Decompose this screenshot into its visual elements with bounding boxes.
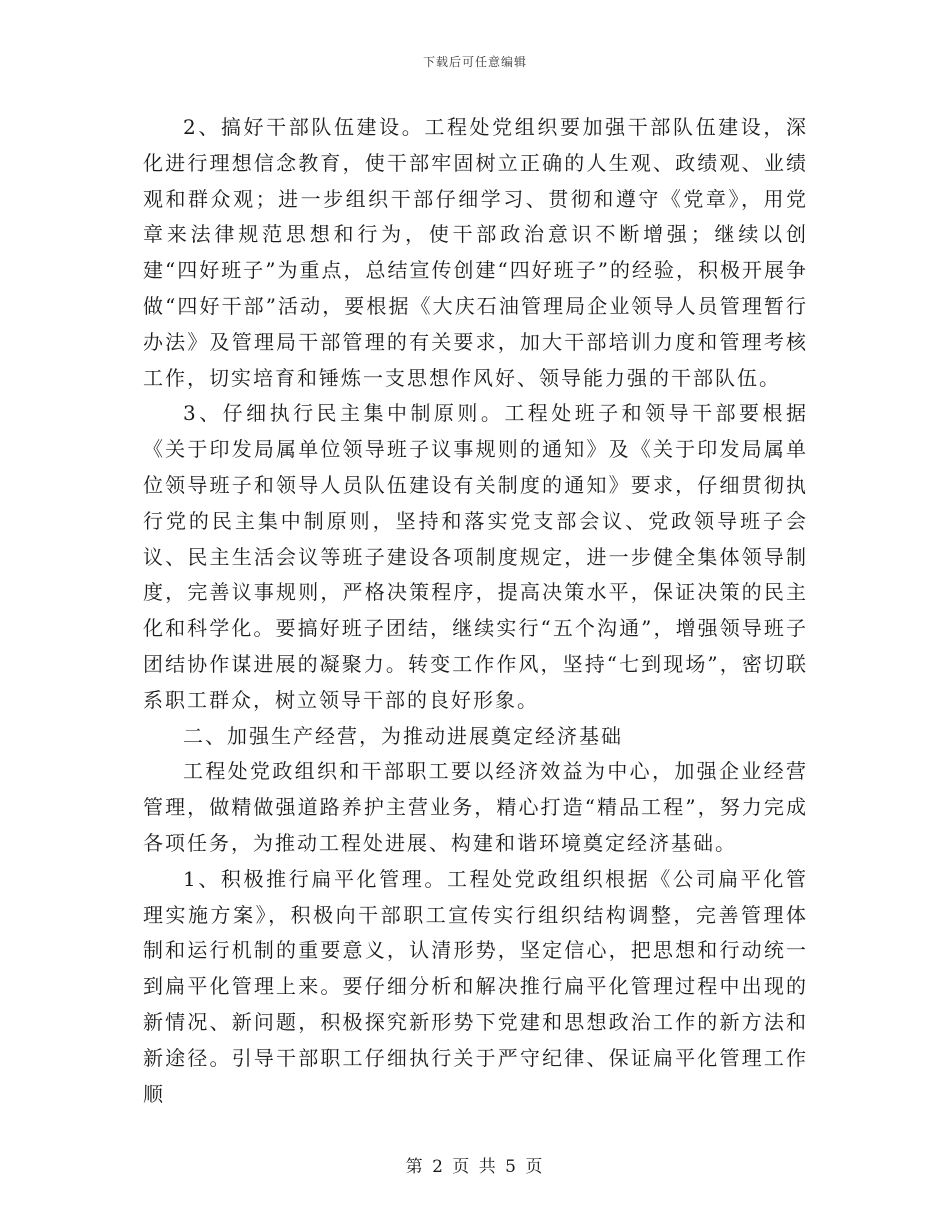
paragraph-democratic-centralism: 3、仔细执行民主集中制原则。工程处班子和领导干部要根据《关于印发局属单位领导班子议事规则的通知》及《关于印发局属单位领导班子和领导人员队伍建设有关制度的通知》要求，仔细贯彻执行党的民主集中制原则，坚持和落实党支部会议、党政领导班子会议、民主生活会议等班子建设各项制度规定，进一步健全集体领导制度，完善议事规则，严格决策程序，提高决策水平，保证决策的民主化和科学化。要搞好班子团结，继续实行“五个沟通”，增强领导班子团结协作谋进展的凝聚力。转变工作作风，坚持“七到现场”，密切联系职工群众，树立领导干部的良好形象。: [143, 401, 808, 712]
page-header: 下载后可任意编辑: [422, 55, 527, 69]
page-number-footer: 第 2 页 共 5 页: [405, 1157, 545, 1177]
paragraph-economic-foundation: 工程处党政组织和干部职工要以经济效益为中心，加强企业经营管理，做精做强道路养护主营业务，精心打造“精品工程”，努力完成各项任务，为推动工程处进展、构建和谐环境奠定经济基础。: [143, 759, 808, 855]
paragraph-cadre-team-building: 2、搞好干部队伍建设。工程处党组织要加强干部队伍建设，深化进行理想信念教育，使干部牢固树立正确的人生观、政绩观、业绩观和群众观；进一步组织干部仔细学习、贯彻和遵守《党章》，用党章来法律规范思想和行为，使干部政治意识不断增强；继续以创建“四好班子”为重点，总结宣传创建“四好班子”的经验，积极开展争做“四好干部”活动，要根据《大庆石油管理局企业领导人员管理暂行办法》及管理局干部管理的有关要求，加大干部培训力度和管理考核工作，切实培育和锤炼一支思想作风好、领导能力强的干部队伍。: [143, 115, 808, 390]
document-body: [143, 110, 808, 1112]
paragraph-flat-management: 1、积极推行扁平化管理。工程处党政组织根据《公司扁平化管理实施方案》，积极向干部职工宣传实行组织结构调整，完善管理体制和运行机制的重要意义，认清形势，坚定信心，把思想和行动统一到扁平化管理上来。要仔细分析和解决推行扁平化管理过程中出现的新情况、新问题，积极探究新形势下党建和思想政治工作的新方法和新途径。引导干部职工仔细执行关于严守纪律、保证扁平化管理工作顺: [143, 866, 808, 1106]
section-heading-production-operations: 二、加强生产经营，为推动进展奠定经济基础: [183, 723, 623, 748]
